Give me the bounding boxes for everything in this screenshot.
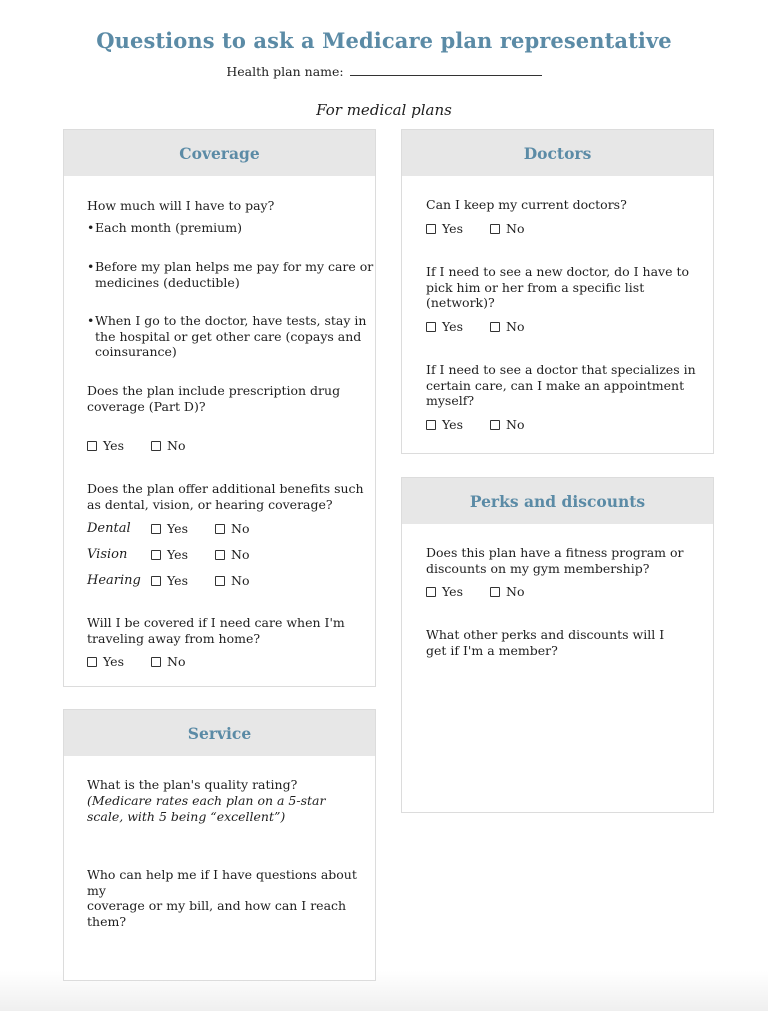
bullet-deductible: • Before my plan helps me pay for my care or medicines (deductible) xyxy=(87,259,374,290)
bullet-copays: • When I go to the doctor, have tests, stay in the hospital or get other care (copays and coinsurance) xyxy=(87,313,367,359)
keep-doctors-no-checkbox[interactable]: No xyxy=(490,221,524,236)
service-heading: Service xyxy=(64,710,375,756)
vision-yes-checkbox[interactable]: Yes xyxy=(151,547,188,562)
dental-yes-checkbox[interactable]: Yes xyxy=(151,521,188,536)
health-plan-name-blank[interactable] xyxy=(350,63,542,76)
checkbox-icon[interactable] xyxy=(215,524,225,534)
specialist-yes-checkbox[interactable]: Yes xyxy=(426,417,463,432)
question-keep-doctors: Can I keep my current doctors? xyxy=(426,197,627,212)
checkbox-icon[interactable] xyxy=(151,441,161,451)
question-fitness-program: Does this plan have a fitness program or discounts on my gym membership? xyxy=(426,545,684,576)
vision-label: Vision xyxy=(87,547,128,562)
keep-doctors-yes-checkbox[interactable]: Yes xyxy=(426,221,463,236)
checkbox-icon[interactable] xyxy=(426,587,436,597)
question-pay: How much will I have to pay? xyxy=(87,198,275,213)
question-specialist: If I need to see a doctor that specializes in certain care, can I make an appointment myself? xyxy=(426,362,696,408)
checkbox-icon[interactable] xyxy=(215,576,225,586)
service-panel xyxy=(63,709,376,981)
fitness-yes-checkbox[interactable]: Yes xyxy=(426,584,463,599)
checkbox-icon[interactable] xyxy=(490,224,500,234)
checkbox-icon[interactable] xyxy=(151,524,161,534)
travel-yes-checkbox[interactable]: Yes xyxy=(87,654,124,669)
hearing-label: Hearing xyxy=(87,573,141,588)
checkbox-icon[interactable] xyxy=(151,550,161,560)
health-plan-name-label: Health plan name: xyxy=(226,64,344,79)
checkbox-icon[interactable] xyxy=(426,224,436,234)
checkbox-icon[interactable] xyxy=(490,322,500,332)
part-d-yes-checkbox[interactable]: Yes xyxy=(87,438,124,453)
checkbox-icon[interactable] xyxy=(426,322,436,332)
checkbox-icon[interactable] xyxy=(490,587,500,597)
page-title: Questions to ask a Medicare plan representative xyxy=(96,28,672,53)
part-d-no-checkbox[interactable]: No xyxy=(151,438,185,453)
perks-heading: Perks and discounts xyxy=(402,478,713,524)
coverage-panel xyxy=(63,129,376,687)
question-travel: Will I be covered if I need care when I'm traveling away from home? xyxy=(87,615,345,646)
checkbox-icon[interactable] xyxy=(87,657,97,667)
travel-no-checkbox[interactable]: No xyxy=(151,654,185,669)
checkbox-icon[interactable] xyxy=(151,576,161,586)
checkbox-icon[interactable] xyxy=(426,420,436,430)
question-additional-benefits: Does the plan offer additional benefits such as dental, vision, or hearing coverage? xyxy=(87,481,364,512)
question-other-perks: What other perks and discounts will I get if I'm a member? xyxy=(426,627,665,658)
network-yes-checkbox[interactable]: Yes xyxy=(426,319,463,334)
perks-panel xyxy=(401,477,714,813)
hearing-yes-checkbox[interactable]: Yes xyxy=(151,573,188,588)
fitness-no-checkbox[interactable]: No xyxy=(490,584,524,599)
specialist-no-checkbox[interactable]: No xyxy=(490,417,524,432)
health-plan-name-field[interactable] xyxy=(0,63,768,79)
dental-no-checkbox[interactable]: No xyxy=(215,521,249,536)
checkbox-icon[interactable] xyxy=(151,657,161,667)
quality-rating-note: (Medicare rates each plan on a 5-star scale, with 5 being “excellent”) xyxy=(87,793,326,824)
doctors-heading: Doctors xyxy=(402,130,713,176)
doctors-panel xyxy=(401,129,714,454)
network-no-checkbox[interactable]: No xyxy=(490,319,524,334)
question-quality-rating: What is the plan's quality rating? xyxy=(87,777,298,792)
question-part-d: Does the plan include prescription drug coverage (Part D)? xyxy=(87,383,341,414)
coverage-heading: Coverage xyxy=(64,130,375,176)
bullet-premium: • Each month (premium) xyxy=(87,220,242,235)
question-help-contact: Who can help me if I have questions about my coverage or my bill, and how can I reach them? xyxy=(87,867,357,929)
section-subtitle: For medical plans xyxy=(316,101,452,119)
checkbox-icon[interactable] xyxy=(87,441,97,451)
hearing-no-checkbox[interactable]: No xyxy=(215,573,249,588)
dental-label: Dental xyxy=(87,521,131,536)
checkbox-icon[interactable] xyxy=(490,420,500,430)
question-new-doctor-network: If I need to see a new doctor, do I have to pick him or her from a specific list (network)? xyxy=(426,264,690,310)
checkbox-icon[interactable] xyxy=(215,550,225,560)
vision-no-checkbox[interactable]: No xyxy=(215,547,249,562)
